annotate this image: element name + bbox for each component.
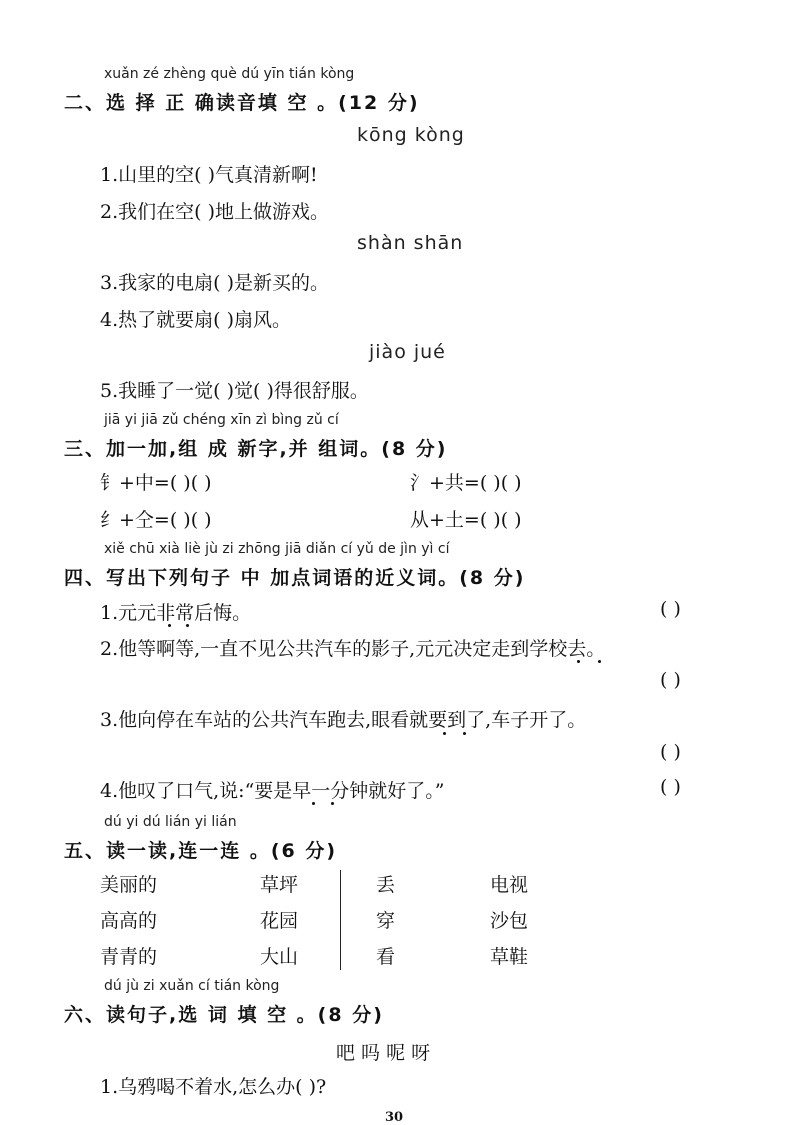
section6-question-1: 1.乌鸦喝不着水,怎么办( )? — [100, 1076, 327, 1098]
match-left-noun[interactable]: 大山 — [260, 946, 299, 968]
section6-heading: 六、读句子,选 词 填 空 。(8 分) — [64, 1004, 384, 1026]
emphasis-dot — [443, 732, 446, 735]
match-right-noun[interactable]: 草鞋 — [490, 946, 529, 968]
section2-group2-pinyin: shàn shān — [357, 232, 464, 254]
section2-pinyin: xuǎn zé zhèng què dú yīn tián kòng — [104, 66, 355, 82]
page-number: 30 — [385, 1110, 404, 1125]
section3-row2-left: 纟+仝=( )( ) — [100, 509, 212, 531]
section2-question-5: 5.我睡了一觉( )觉( )得很舒服。 — [100, 380, 369, 402]
section2-group1-pinyin: kōng kòng — [357, 124, 465, 146]
match-right-noun[interactable]: 电视 — [490, 874, 529, 896]
section3-row2-right: 从+土=( )( ) — [410, 509, 522, 531]
section4-question-4: 4.他叹了口气,说:“要是早一分钟就好了。” — [100, 780, 445, 802]
section5-pinyin: dú yi dú lián yi lián — [104, 814, 237, 830]
emphasis-dot — [331, 802, 334, 805]
section2-question-2: 2.我们在空( )地上做游戏。 — [100, 201, 329, 223]
section4-question-3: 3.他向停在车站的公共汽车跑去,眼看就要到了,车子开了。 — [100, 709, 587, 731]
section4-answer-2[interactable]: ( ) — [660, 669, 681, 691]
match-left-noun[interactable]: 花园 — [260, 910, 299, 932]
emphasis-dot — [312, 802, 315, 805]
section4-answer-1[interactable]: ( ) — [660, 598, 681, 620]
section3-heading: 三、加一加,组 成 新字,并 组词。(8 分) — [64, 438, 448, 460]
match-left-noun[interactable]: 草坪 — [260, 874, 299, 896]
section4-answer-3[interactable]: ( ) — [660, 741, 681, 763]
section2-question-3: 3.我家的电扇( )是新买的。 — [100, 272, 329, 294]
match-left-word[interactable]: 高高的 — [100, 910, 158, 932]
match-right-verb[interactable]: 看 — [376, 946, 396, 968]
emphasis-dot — [577, 660, 580, 663]
section2-group3-pinyin: jiào jué — [369, 341, 446, 363]
section4-question-2: 2.他等啊等,一直不见公共汽车的影子,元元决定走到学校去。 — [100, 638, 606, 660]
match-right-noun[interactable]: 沙包 — [490, 910, 529, 932]
section5-heading: 五、读一读,连一连 。(6 分) — [64, 840, 338, 862]
section3-pinyin: jiā yi jiā zǔ chéng xīn zì bìng zǔ cí — [104, 412, 339, 428]
section4-question-1: 1.元元非常后悔。 — [100, 602, 252, 624]
match-right-verb[interactable]: 丢 — [376, 874, 396, 896]
emphasis-dot — [598, 660, 601, 663]
section2-question-1: 1.山里的空( )气真清新啊! — [100, 164, 318, 186]
emphasis-dot — [463, 732, 466, 735]
column-divider — [340, 870, 341, 970]
section6-word-bank: 吧 吗 呢 呀 — [336, 1042, 431, 1064]
section2-heading: 二、选 择 正 确读音填 空 。(12 分) — [64, 92, 420, 114]
section6-pinyin: dú jù zi xuǎn cí tián kòng — [104, 978, 280, 994]
section3-row1-right: 氵+共=( )( ) — [410, 472, 522, 494]
match-left-word[interactable]: 美丽的 — [100, 874, 158, 896]
section3-row1-left: 钅+中=( )( ) — [100, 472, 212, 494]
section2-question-4: 4.热了就要扇( )扇风。 — [100, 309, 291, 331]
emphasis-dot — [186, 624, 189, 627]
section4-heading: 四、写出下列句子 中 加点词语的近义词。(8 分) — [64, 567, 526, 589]
emphasis-dot — [168, 624, 171, 627]
section4-answer-4[interactable]: ( ) — [660, 776, 681, 798]
match-left-word[interactable]: 青青的 — [100, 946, 158, 968]
section4-pinyin: xiě chū xià liè jù zi zhōng jiā diǎn cí yǔ de jìn yì cí — [104, 541, 450, 557]
match-right-verb[interactable]: 穿 — [376, 910, 396, 932]
